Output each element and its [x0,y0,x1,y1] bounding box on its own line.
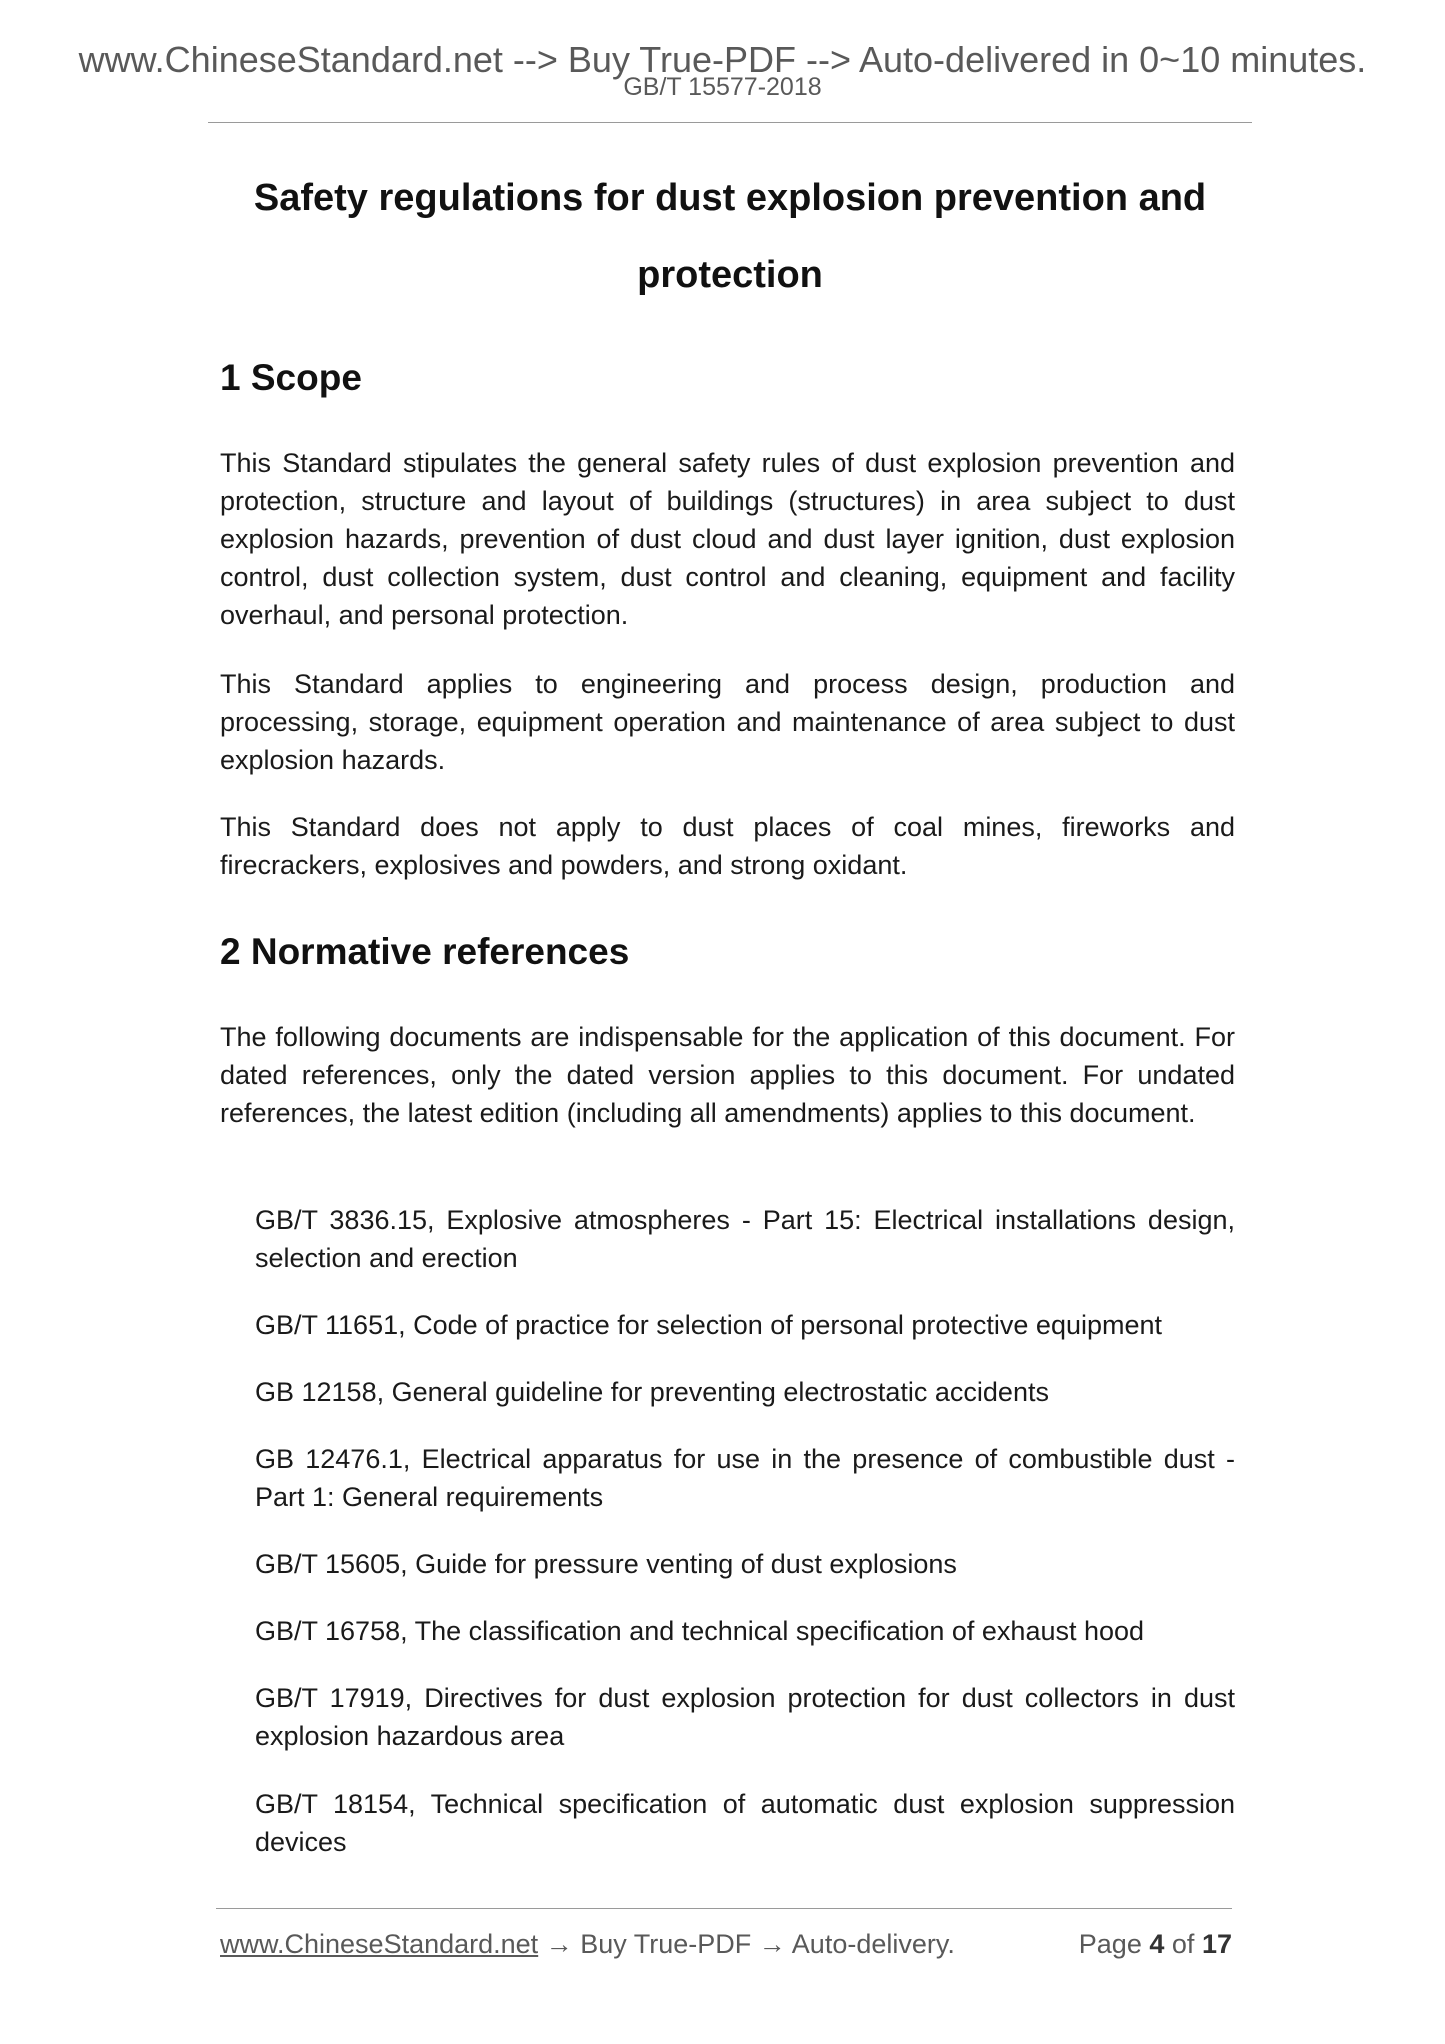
references-intro-paragraph: The following documents are indispensable for the application of this document. For dated references, only the dated version applies to this document. For undated references, the latest edition (including all amendments) applies to this document. [220,1022,1235,1128]
scope-paragraph-1: This Standard stipulates the general safety rules of dust explosion prevention and protection, structure and layout of buildings (structures) in area subject to dust explosion hazards, prevention of dust cloud and dust layer ignition, dust explosion control, dust collection system, dust control and cleaning, equipment and facility overhaul, and personal protection. [220,448,1235,630]
reference-item: GB/T 17919, Directives for dust explosion protection for dust collectors in dust explosion hazardous area [255,1683,1235,1751]
reference-item: GB/T 11651, Code of practice for selection of personal protective equipment [255,1310,1163,1340]
reference-item: GB 12476.1, Electrical apparatus for use in the presence of combustible dust - Part 1: General requirements [255,1444,1235,1512]
scope-paragraph-3: This Standard does not apply to dust places of coal mines, fireworks and firecrackers, explosives and powders, and strong oxidant. [220,812,1235,880]
document-code: GB/T 15577-2018 [623,73,822,101]
section-heading-normative-references: 2 Normative references [220,931,630,972]
page-label: Page [1078,1929,1142,1959]
page-title [208,160,1252,314]
reference-item: GB/T 15605, Guide for pressure venting of dust explosions [255,1549,957,1579]
section-heading-scope: 1 Scope [220,357,362,398]
footer-buy-text: Buy True-PDF [580,1929,752,1959]
footer-delivery-text: Auto-delivery. [791,1929,955,1959]
reference-item: GB/T 16758, The classification and technical specification of exhaust hood [255,1616,1145,1646]
title-line-2: protection [637,254,823,296]
title-line-1: Safety regulations for dust explosion prevention and [253,177,1207,219]
footer-divider [216,1908,1232,1909]
current-page: 4 [1149,1929,1165,1959]
reference-item: GB/T 18154, Technical specification of automatic dust explosion suppression devices [255,1789,1235,1857]
reference-item: GB/T 3836.15, Explosive atmospheres - Part 15: Electrical installations design, selection and erection [255,1205,1235,1273]
header-divider [208,122,1252,123]
header-banner: www.ChineseStandard.net --> Buy True-PDF --> Auto-delivered in 0~10 minutes. [78,39,1367,80]
footer-website-link[interactable]: www.ChineseStandard.net [220,1929,539,1959]
scope-paragraph-2: This Standard applies to engineering and process design, production and processing, storage, equipment operation and maintenance of area subject to dust explosion hazards. [220,669,1235,775]
page-number [1079,1926,1232,1962]
of-label: of [1171,1929,1195,1959]
reference-item: GB 12158, General guideline for preventing electrostatic accidents [255,1377,1049,1407]
footer-arrow-icon: → [545,1929,573,1959]
page-footer [220,1926,1232,1962]
footer-arrow-icon: → [758,1929,786,1959]
total-pages: 17 [1201,1929,1232,1959]
